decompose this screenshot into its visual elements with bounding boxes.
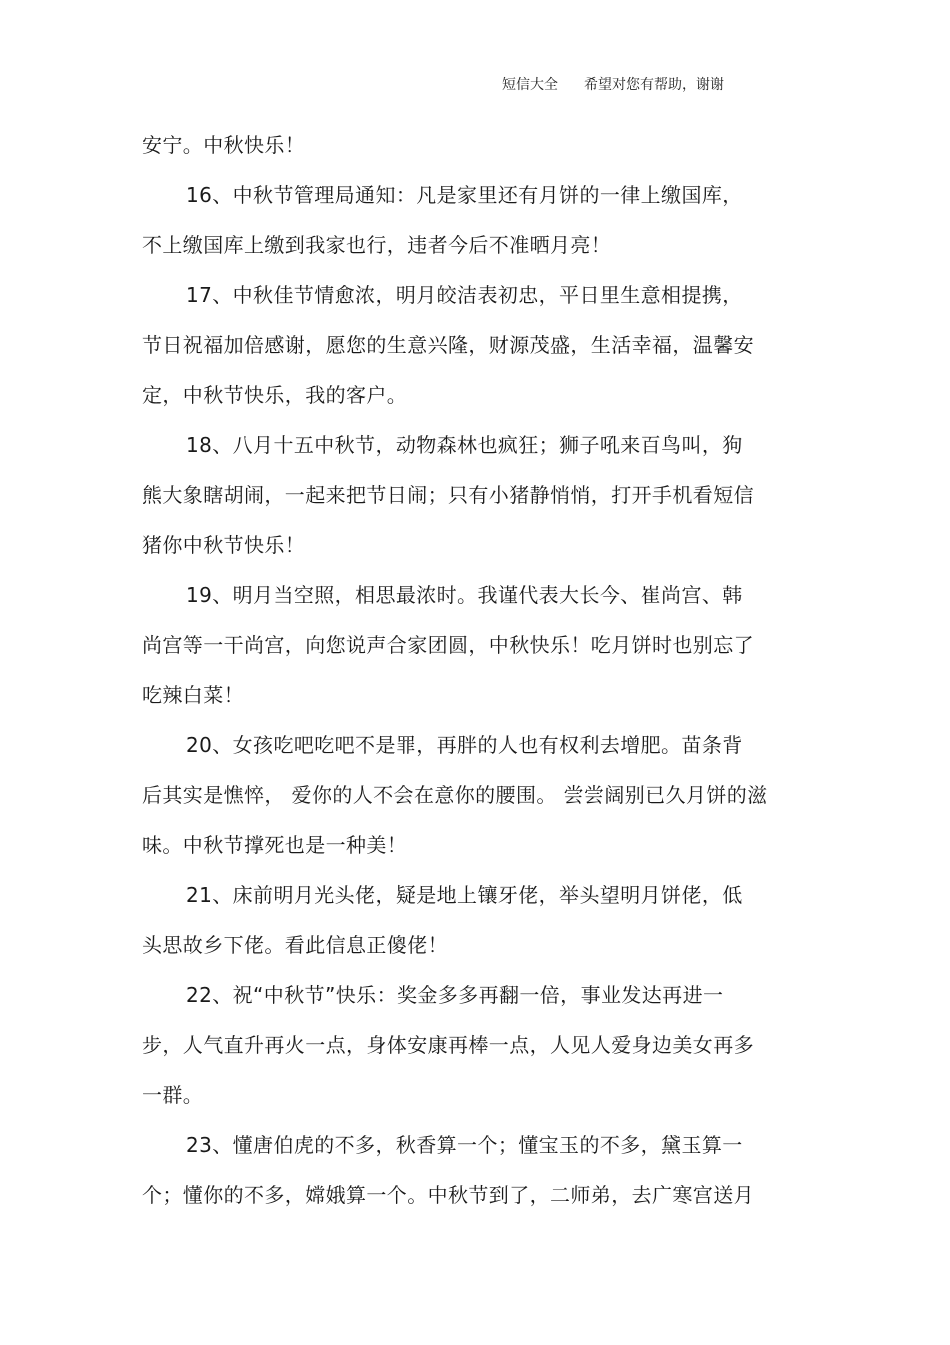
text-line: 节日祝福加倍感谢，愿您的生意兴隆，财源茂盛，生活幸福，温馨安 — [142, 333, 754, 357]
text-line: 16、中秋节管理局通知：凡是家里还有月饼的一律上缴国库， — [186, 183, 743, 207]
text-line: 头思故乡下佬。看此信息正傻佬！ — [142, 933, 448, 957]
document-body — [142, 122, 822, 1222]
page-header — [502, 74, 724, 94]
text-line: 熊大象瞎胡闹，一起来把节日闹；只有小猪静悄悄，打开手机看短信 — [142, 483, 754, 507]
text-line: 18、八月十五中秋节，动物森林也疯狂；狮子吼来百鸟叫，狗 — [186, 433, 743, 457]
text-line: 一群。 — [142, 1083, 204, 1107]
text-line: 后其实是憔悴， 爱你的人不会在意你的腰围。 尝尝阔别已久月饼的滋 — [142, 783, 768, 807]
header-left-text: 短信大全 — [502, 77, 558, 93]
header-right-text: 希望对您有帮助，谢谢 — [584, 77, 724, 93]
text-line: 味。中秋节撑死也是一种美！ — [142, 833, 408, 857]
text-line: 尚宫等一干尚宫，向您说声合家团圆，中秋快乐！吃月饼时也别忘了 — [142, 633, 754, 657]
text-line: 吃辣白菜！ — [142, 683, 244, 707]
text-line: 20、女孩吃吧吃吧不是罪，再胖的人也有权利去增肥。苗条背 — [186, 733, 743, 757]
text-line: 23、懂唐伯虎的不多，秋香算一个；懂宝玉的不多，黛玉算一 — [186, 1133, 743, 1157]
text-line: 19、明月当空照，相思最浓时。我谨代表大长今、崔尚宫、韩 — [186, 583, 743, 607]
text-line: 17、中秋佳节情愈浓，明月皎洁表初忠，平日里生意相提携， — [186, 283, 743, 307]
text-line: 步，人气直升再火一点，身体安康再棒一点，人见人爱身边美女再多 — [142, 1033, 754, 1057]
text-line: 猪你中秋节快乐！ — [142, 533, 306, 557]
text-line: 22、祝“中秋节”快乐：奖金多多再翻一倍，事业发达再进一 — [186, 983, 724, 1007]
text-line: 定，中秋节快乐，我的客户。 — [142, 383, 408, 407]
text-line: 个；懂你的不多，嫦娥算一个。中秋节到了，二师弟，去广寒宫送月 — [142, 1183, 754, 1207]
text-line: 不上缴国库上缴到我家也行，违者今后不准晒月亮！ — [142, 233, 612, 257]
text-line: 21、床前明月光头佬，疑是地上镶牙佬，举头望明月饼佬，低 — [186, 883, 743, 907]
text-line: 安宁。中秋快乐！ — [142, 133, 306, 157]
